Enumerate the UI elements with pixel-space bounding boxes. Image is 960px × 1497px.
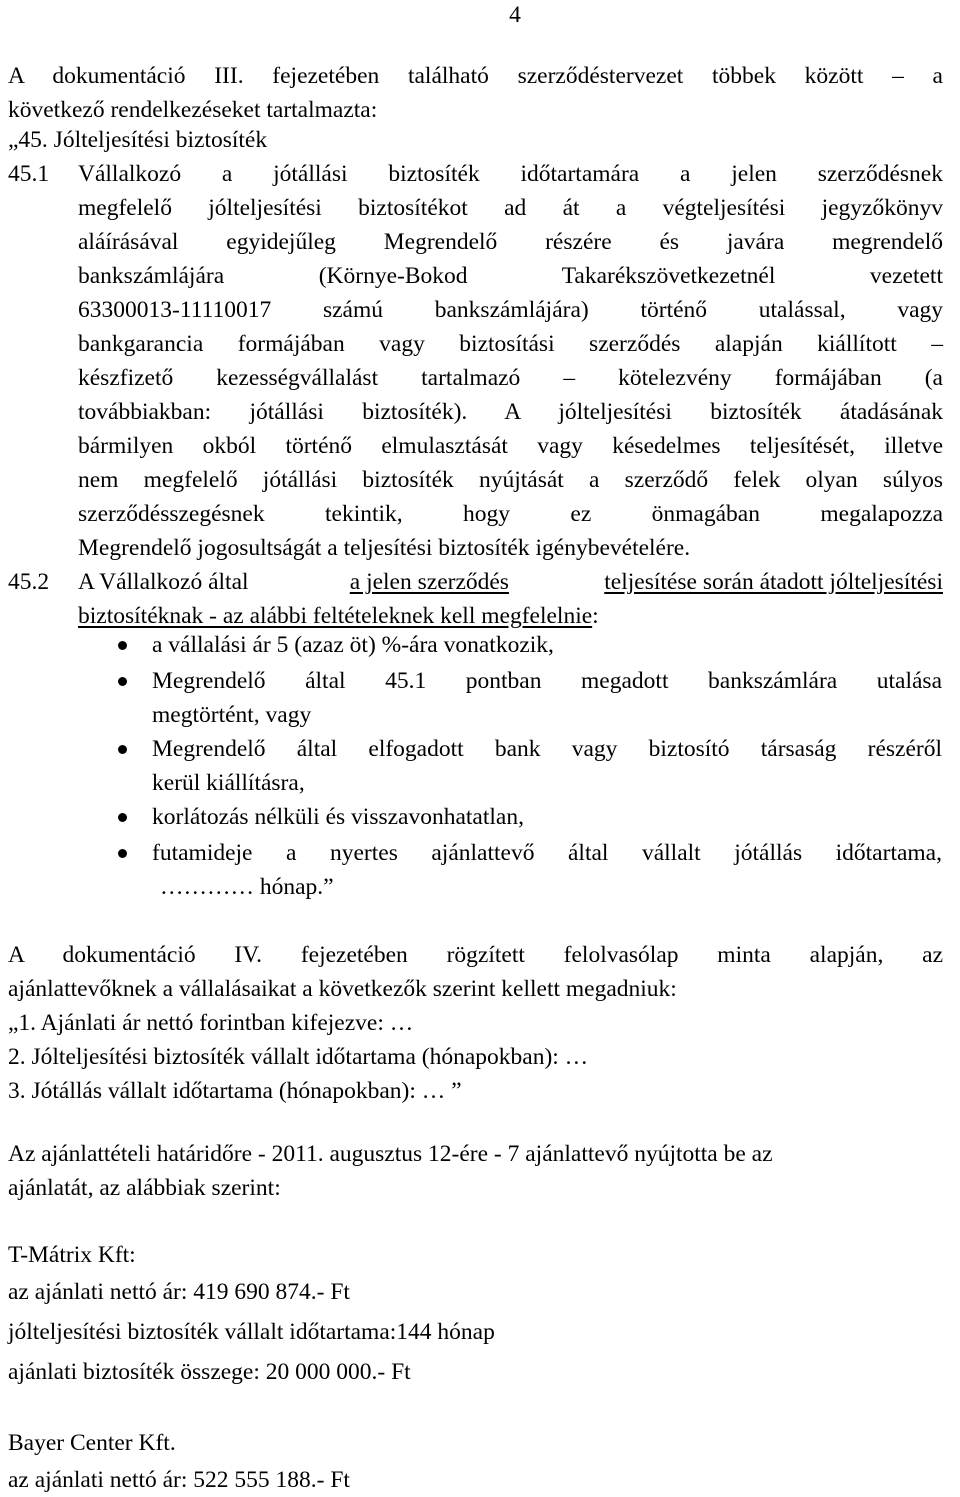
bullet-dot: [118, 813, 127, 822]
doc4-line-5: 3. Jótállás vállalt időtartama (hónapokban): … ”: [8, 1078, 462, 1104]
bullet-dot: [118, 677, 127, 686]
section-heading-45: „45. Jólteljesítési biztosíték: [8, 127, 268, 153]
bullet-item-1: a vállalási ár 5 (azaz öt) %-ára vonatkozik,: [152, 632, 554, 658]
doc4-line-4: 2. Jólteljesítési biztosíték vállalt időtartama (hónapokban): …: [8, 1044, 589, 1070]
clause-45-1-first-line: [8, 159, 943, 189]
doc4-line-3: „1. Ajánlati ár nettó forintban kifejezve: …: [8, 1010, 414, 1036]
clause-45-2-underline-3: biztosítéknak - az alábbi feltételeknek kell megfelelnie: [78, 603, 593, 629]
clause-45-1-line-8: továbbiakban: jótállási biztosíték). A jólteljesítési biztosíték átadásának: [78, 399, 943, 425]
doc4-line-1: A dokumentáció IV. fejezetében rögzített felolvasólap minta alapján, az: [8, 942, 943, 968]
clause-45-2-first-line: [8, 567, 943, 597]
bidder-name-t-matrix: T-Mátrix Kft:: [8, 1242, 136, 1268]
bidder-name-bayer: Bayer Center Kft.: [8, 1430, 176, 1456]
clause-45-1-line-1: Vállalkozó a jótállási biztosíték időtartamára a jelen szerződésnek: [78, 161, 943, 187]
clause-45-1-line-9: bármilyen okból történő elmulasztását vagy késedelmes teljesítését, illetve: [78, 433, 943, 459]
bullet-item-5-cont: ………… hónap.”: [160, 874, 334, 900]
clause-45-1-line-5: 63300013-11110017 számú bankszámlájára) történő utalással, vagy: [78, 297, 943, 323]
clause-number-45-2: 45.2: [8, 569, 50, 595]
clause-45-1-line-7: készfizető kezességvállalást tartalmazó – kötelezvény formájában (a: [78, 365, 943, 391]
clause-45-2-line-2: [78, 601, 943, 631]
clause-45-2-underline-1: a jelen szerződés: [349, 569, 509, 595]
bullet-item-2-cont: megtörtént, vagy: [152, 702, 312, 728]
bidder-t-matrix-warranty: jólteljesítési biztosíték vállalt időtartama:144 hónap: [8, 1319, 495, 1345]
clause-45-1-line-10: nem megfelelő jótállási biztosíték nyújtását a szerződő felek olyan súlyos: [78, 467, 943, 493]
deadline-line-2: ajánlatát, az alábbiak szerint:: [8, 1175, 281, 1201]
page-number: 4: [509, 2, 521, 28]
intro-line-2: következő rendelkezéseket tartalmazta:: [8, 97, 378, 123]
clause-45-1-line-12: Megrendelő jogosultságát a teljesítési biztosíték igénybevételére.: [78, 535, 691, 561]
clause-45-1-line-3: aláírásával egyidejűleg Megrendelő részére és javára megrendelő: [78, 229, 943, 255]
bullet-item-5: futamideje a nyertes ajánlattevő által vállalt jótállás időtartama,: [152, 840, 942, 866]
clause-45-1-line-6: bankgarancia formájában vagy biztosítási szerződés alapján kiállított –: [78, 331, 943, 357]
bullet-item-3: Megrendelő által elfogadott bank vagy biztosító társaság részéről: [152, 736, 942, 762]
clause-45-1-line-4: bankszámlájára (Környe-Bokod Takarékszövetkezetnél vezetett: [78, 263, 943, 289]
bullet-item-4: korlátozás nélküli és visszavonhatatlan,: [152, 804, 524, 830]
clause-45-2-underline-2: teljesítése során átadott jólteljesítési: [604, 569, 943, 595]
bidder-t-matrix-security: ajánlati biztosíték összege: 20 000 000.- Ft: [8, 1359, 411, 1385]
clause-45-2-plain: A Vállalkozó által: [78, 569, 255, 595]
bullet-item-3-cont: kerül kiállításra,: [152, 770, 305, 796]
doc4-line-2: ajánlattevőknek a vállalásaikat a következők szerint kellett megadniuk:: [8, 976, 677, 1002]
clause-45-2-colon: :: [592, 603, 599, 629]
clause-45-1-line-2: megfelelő jólteljesítési biztosítékot ad át a végteljesítési jegyzőkönyv: [78, 195, 943, 221]
bullet-item-2: Megrendelő által 45.1 pontban megadott bankszámlára utalása: [152, 668, 942, 694]
bidder-bayer-price: az ajánlati nettó ár: 522 555 188.- Ft: [8, 1467, 350, 1493]
bullet-dot: [118, 745, 127, 754]
intro-line-1: A dokumentáció III. fejezetében található szerződéstervezet többek között – a: [8, 63, 943, 89]
clause-45-2-line-1: [78, 567, 943, 597]
bidder-t-matrix-price: az ajánlati nettó ár: 419 690 874.- Ft: [8, 1279, 350, 1305]
clause-number-45-1: 45.1: [8, 161, 50, 187]
clause-45-1-line-11: szerződésszegésnek tekintik, hogy ez önmagában megalapozza: [78, 501, 943, 527]
deadline-line-1: Az ajánlattételi határidőre - 2011. augusztus 12-ére - 7 ajánlattevő nyújtotta be az: [8, 1141, 773, 1167]
bullet-dot: [118, 641, 127, 650]
bullet-dot: [118, 849, 127, 858]
